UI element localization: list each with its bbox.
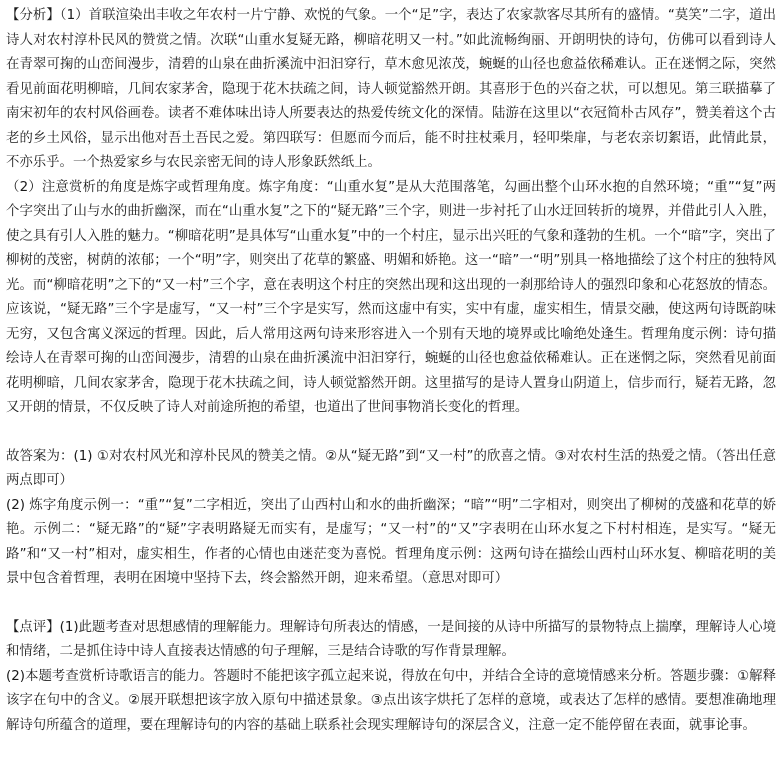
comment-paragraph-2: (2)本题考查赏析诗歌语言的能力。答题时不能把该字孤立起来说，得放在句中，并结合全诗的意境情感来分析。答题步骤：①解释该字在句中的含义。②展开联想把该字放入原句中描述景象。③点出该字烘托了怎样的意境，或表达了怎样的感情。要想准确地理解诗句所蕴含的道理，要在理解诗句的内容的基础上联系社会现实理解诗句的深层含义，注意一定不能停留在表面，就事论事。 — [6, 668, 776, 733]
comment-paragraph-1: 【点评】(1)此题考查对思想感情的理解能力。理解诗句所表达的情感，一是间接的从诗中所描写的景物特点上揣摩，理解诗人心境和情绪，二是抓住诗中诗人直接表达情感的句子理解，三是结合诗歌的写作背景理解。 — [6, 619, 776, 659]
analysis-paragraph-2: （2）注意赏析的角度是炼字或哲理角度。炼字角度：“山重水复”是从大范围落笔，勾画出整个山环水抱的自然环境；“重”“复”两个字突出了山与水的曲折幽深，而在“山重水复”之下的“疑无路”三个字，则进一步衬托了山水迂回转折的境界，并借此引人入胜，使之具有引人入胜的魅力。“柳暗花明”是具体写“山重水复”中的一个村庄，显示出兴旺的气象和蓬勃的生机。一个“暗”字，突出了柳树的茂密，树荫的浓郁；一个“明”字，则突出了花草的繁盛、明媚和娇艳。这一“暗”一“明”别具一格地描绘了这个村庄的独特风光。而“柳暗花明”之下的“又一村”三个字，意在表明这个村庄的突然出现和这出现的一刹那给诗人的强烈印象和心花怒放的情态。应该说，“疑无路”三个字是虚写，“又一村”三个字是实写，然而这虚中有实，实中有虚，虚实相生，情景交融，使这两句诗既韵味无穷，又包含寓义深远的哲理。因此，后人常用这两句诗来形容进入一个别有天地的境界或比喻绝处逢生。哲理角度示例：诗句描绘诗人在青翠可掬的山峦间漫步，清碧的山泉在曲折溪流中汩汩穿行，蜿蜒的山径也愈益依稀难认。正在迷惘之际，突然看见前面花明柳暗，几间农家茅舍，隐现于花木扶疏之间，诗人顿觉豁然开朗。这里描写的是诗人置身山阴道上，信步而行，疑若无路，忽又开朗的情景，不仅反映了诗人对前途所抱的希望，也道出了世间事物消长变化的哲理。 — [6, 179, 776, 415]
section-divider — [6, 421, 776, 445]
answer-paragraph-2: (2) 炼字角度示例一：“重”“复”二字相近，突出了山西村山和水的曲折幽深；“暗”“明”二字相对，则突出了柳树的茂盛和花草的娇艳。示例二：“疑无路”的“疑”字表明路疑无而实有，是虚写；“又一村”的“又”字表明在山环水复之下村村相连，是实写。“疑无路”和“又一村”相对，虚实相生，作者的心情也由迷茫变为喜悦。哲理角度示例：这两句诗在描绘山西村山环水复、柳暗花明的美景中包含着哲理，表明在困境中坚持下去，终会豁然开朗，迎来希望。（意思对即可） — [6, 497, 776, 586]
analysis-paragraph-1: 【分析】（1）首联渲染出丰收之年农村一片宁静、欢悦的气象。一个“足”字，表达了农家款客尽其所有的盛情。“莫笑”二字，道出诗人对农村淳朴民风的赞赏之情。次联“山重水复疑无路，柳暗花明又一村。”如此流畅绚丽、开朗明快的诗句，仿佛可以看到诗人在青翠可掬的山峦间漫步，清碧的山泉在曲折溪流中汩汩穿行，草木愈见浓茂，蜿蜒的山径也愈益依稀难认。正在迷惘之际，突然看见前面花明柳暗，几间农家茅舍，隐现于花木扶疏之间，诗人顿觉豁然开朗。其喜形于色的兴奋之状，可以想见。第三联描摹了南宋初年的农村风俗画卷。读者不难体味出诗人所要表达的热爱传统文化的深情。陆游在这里以“衣冠简朴古风存”，赞美着这个古老的乡土风俗，显示出他对吾土吾民之爱。第四联写：但愿而今而后，能不时拄杖乘月，轻叩柴扉，与老农亲切絮语，此情此景，不亦乐乎。一个热爱家乡与农民亲密无间的诗人形象跃然纸上。 — [6, 8, 776, 170]
section-divider — [6, 592, 776, 616]
answer-paragraph-1: 故答案为：(1) ①对农村风光和淳朴民风的赞美之情。②从“疑无路”到“又一村”的欣喜之情。③对农村生活的热爱之情。（答出任意两点即可） — [6, 448, 776, 488]
